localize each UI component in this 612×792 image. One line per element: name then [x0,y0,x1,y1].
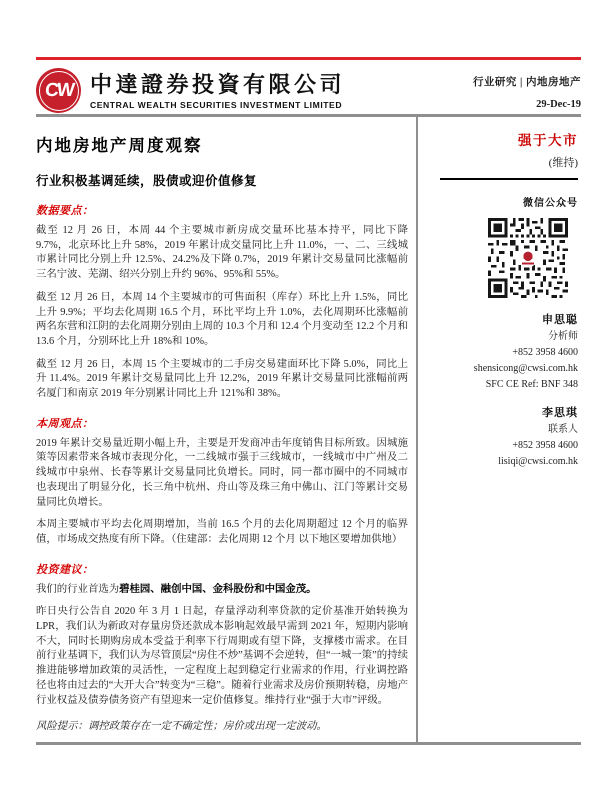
section-heading-weekly-view: 本周观点： [36,417,94,430]
paragraph: 本周主要城市平均去化周期增加，当前 16.5 个月的去化周期超过 12 个月的临界值，市场成交热度有所下降。（住建部：去化周期 12 个月 以下地区要增加供地） [36,519,408,545]
paragraph: 昨日央行公告自 2020 年 3 月 1 日起，存量浮动利率贷款的定价基准开始转换为 LPR，我们认为新政对存量房贷还款成本影响起效最早需到 2021 年，短期内影响不大，同时长期购房成本受益于利率下行周期或有望下降，支撑楼市需求。在目前行业基调下，我们认为尽管顶层“房住不炒”基调不会逆转，但“一城一策”的持续推进能够增加政策的灵活性，一定程度上起到稳定行业需求的作用，行业调控路径也将由过去的“大开大合”转变为“三稳”。随着行业需求及房价预期转稳，房地产行业权益及债券债务资产有望迎来一定价值修复。维持行业“强于大市”评级。 [36,606,408,706]
wechat-qr-icon [488,218,568,298]
masthead-right [473,74,581,110]
report-date: 29-Dec-19 [536,99,581,110]
analyst-name: 申思聪 [542,313,578,326]
risk-note: 风险提示：调控政策存在一定不确定性；房价或出现一定波动。 [36,721,327,733]
top-picks-names: 碧桂园、融创中国、金科股份和中国金茂。 [119,583,317,595]
analyst-block [418,311,578,391]
analyst-role: 分析师 [548,330,578,342]
company-name-cn: 中達證券投資有限公司 [90,71,346,97]
report-sidebar [418,117,578,468]
rating-divider [440,178,578,180]
wechat-account-label: 微信公众号 [523,197,578,209]
report-body [36,117,408,743]
contact-block [418,404,578,468]
section-heading-data-highlights: 数据要点： [36,205,94,217]
page-title: 内地房地产周度观察 [36,136,203,155]
rating-badge: 强于大市 [518,133,578,148]
company-names [90,72,345,110]
top-red-rule [36,57,581,60]
top-picks-line [36,583,408,598]
analyst-email: shensicong@cwsi.com.hk [473,362,578,374]
contact-name: 李思琪 [542,406,578,419]
report-category: 行业研究 | 内地房地产 [472,77,581,88]
rating-status: (维持) [548,157,578,169]
paragraph: 截至 12 月 26 日，本周 15 个主要城市的二手房交易建面环比下降 5.0%，同比上升 11.4%。2019 年累计交易量同比上升 12.2%，2019 年累计交易量同比涨幅前两名厦门和南京 2019 年分别累计同比上升 121%和 38%。 [36,358,408,400]
paragraph: 2019 年累计交易量近期小幅上升，主要是开发商冲击年度销售目标所致。因城施策等因素带来各城市表现分化，一二线城市强于三线城市，一线城市中广州及二线城市中泉州、长春等累计交易量同比负增长。同时，同一都市圈中的不同城市也表现出了明显分化，长三角中杭州、舟山等及珠三角中佛山、江门等累计交易量同比负增长。 [36,437,408,508]
contact-role: 联系人 [548,423,578,435]
analyst-sfc-ref: SFC CE Ref: BNF 348 [485,378,578,390]
company-name-en: CENTRAL WEALTH SECURITIES INVESTMENT LIMITED [90,99,343,110]
top-picks-prefix: 我们的行业首选为 [36,583,120,595]
page-subtitle: 行业积极基调延续，股债或迎价值修复 [36,174,258,188]
contact-email: lisiqi@cwsi.com.hk [498,455,578,467]
paragraph: 截至 12 月 26 日，本周 14 个主要城市的可售面积（库存）环比上升 1.5%，同比上升 9.9%；平均去化周期 16.5 个月，环比平均上升 1.0%，去化周期环比涨幅前两名东营和江阴的去化周期分别由上周的 10.3 个月和 12.4 个月变动至 12.2 个月和 13.6 个月，分别环比上升 18%和 10%。 [36,291,408,347]
paragraph: 截至 12 月 26 日，本周 44 个主要城市新房成交量环比基本持平，同比下降 9.7%，北京环比上升 58%，2019 年累计成交量同比上升 11.0%，一、二、三线城市累计同比分别上升 12.5%、24.2%及下降 0.7%，2019 年累计交易量同比涨幅前三名宁波、芜湖、绍兴分别上升约 96%、95%和 55%。 [36,225,408,281]
analyst-phone: +852 3958 4600 [512,346,578,358]
masthead [36,68,581,114]
contact-phone: +852 3958 4600 [512,439,578,451]
section-heading-investment-advice: 投资建议： [36,563,94,576]
cw-logo-icon [36,68,81,113]
logo-initials: CW [43,79,74,101]
